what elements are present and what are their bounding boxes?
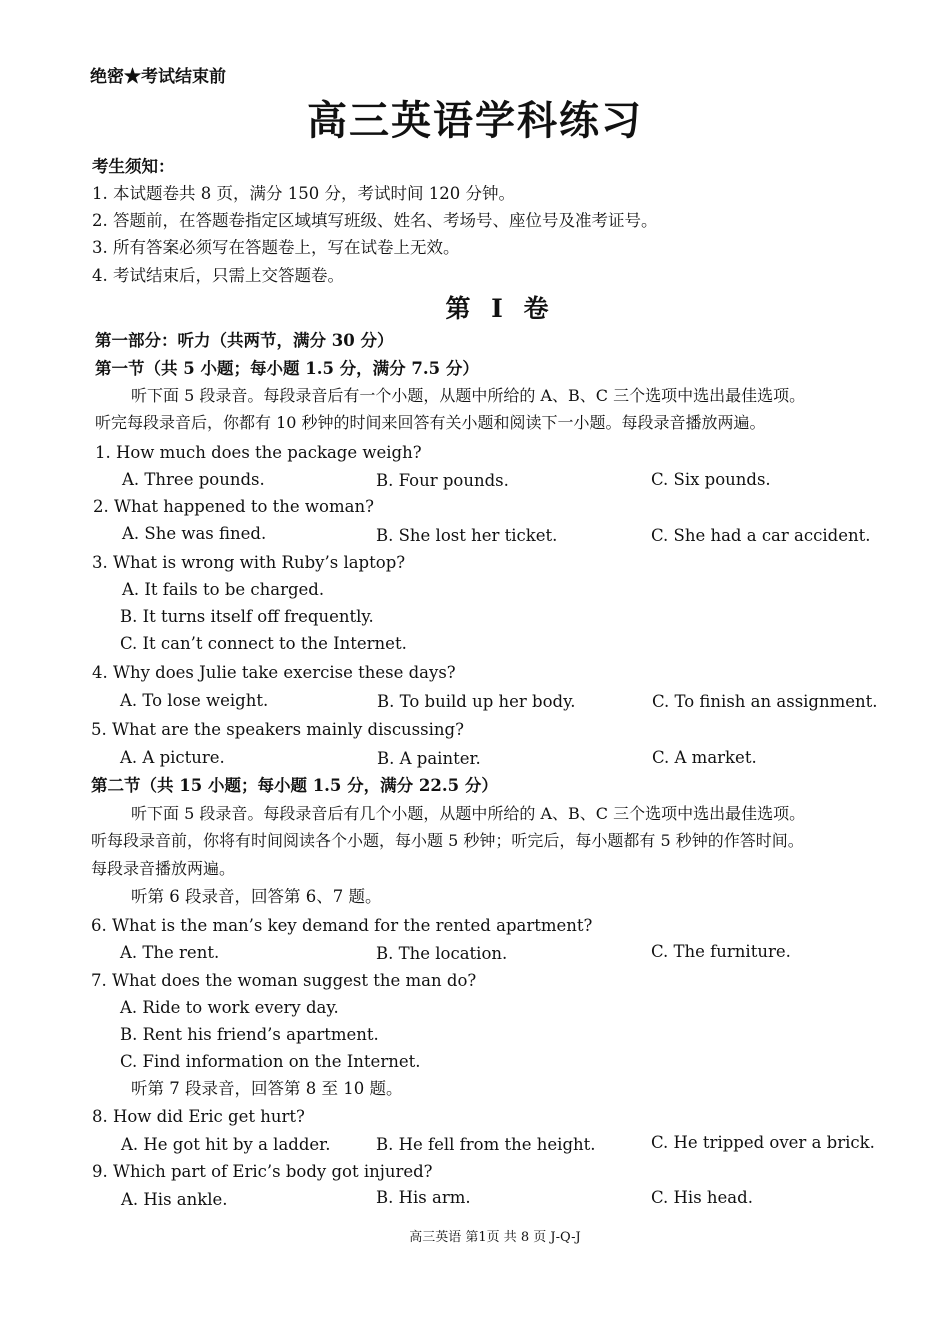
question-stem: 2. What happened to the woman? [93,497,374,516]
section1-instruction: 听完每段录音后，你都有 10 秒钟的时间来回答有关小题和阅读下一小题。每段录音播放两遍。 [95,413,766,432]
confidential-label: 绝密★考试结束前 [90,67,226,87]
notice-item: 4. 考试结束后，只需上交答题卷。 [92,266,344,285]
section1-instruction: 听下面 5 段录音。每段录音后有一个小题，从题中所给的 A、B、C 三个选项中选出最佳选项。 [131,386,806,405]
option-c: C. His head. [651,1188,753,1207]
option-b: B. A painter. [377,749,481,768]
option-a: A. Three pounds. [122,470,265,489]
section2-instruction: 听下面 5 段录音。每段录音后有几个小题，从题中所给的 A、B、C 三个选项中选出最佳选项。 [131,804,806,823]
option-a: A. His ankle. [121,1190,228,1209]
recording-cue: 听第 7 段录音，回答第 8 至 10 题。 [131,1079,403,1098]
option-c: C. The furniture. [651,942,791,961]
section2-instruction: 听每段录音前，你将有时间阅读各个小题，每小题 5 秒钟；听完后，每小题都有 5 秒钟的作答时间。 [91,831,804,850]
option-c: C. He tripped over a brick. [651,1133,875,1152]
recording-cue: 听第 6 段录音，回答第 6、7 题。 [131,887,382,906]
option-c: C. To finish an assignment. [652,692,878,711]
page-footer: 高三英语 第1页 共 8 页 J-Q-J [409,1230,581,1245]
question-stem: 1. How much does the package weigh? [95,443,422,462]
question-stem: 7. What does the woman suggest the man do? [91,971,477,990]
option-b: B. He fell from the height. [376,1135,596,1154]
option-c: C. Find information on the Internet. [120,1052,421,1071]
option-b: B. To build up her body. [377,692,576,711]
question-stem: 5. What are the speakers mainly discussing? [91,720,464,739]
option-c: C. Six pounds. [651,470,771,489]
option-b: B. The location. [376,944,508,963]
question-stem: 3. What is wrong with Ruby’s laptop? [92,553,406,572]
option-c: C. She had a car accident. [651,526,871,545]
option-b: B. Four pounds. [376,471,509,490]
option-c: C. A market. [652,748,757,767]
option-c: C. It can’t connect to the Internet. [120,634,407,653]
part1-heading: 第一部分：听力（共两节，满分 30 分） [95,331,394,350]
notice-item: 2. 答题前，在答题卷指定区域填写班级、姓名、考场号、座位号及准考证号。 [92,211,658,230]
question-stem: 8. How did Eric get hurt? [92,1107,305,1126]
question-stem: 9. Which part of Eric’s body got injured? [92,1162,433,1181]
section2-instruction: 每段录音播放两遍。 [91,859,236,878]
option-a: A. To lose weight. [120,691,269,710]
option-a: A. She was fined. [122,524,267,543]
option-a: A. He got hit by a ladder. [121,1135,331,1154]
question-stem: 4. Why does Julie take exercise these days? [92,663,456,682]
section2-heading: 第二节（共 15 小题；每小题 1.5 分，满分 22.5 分） [91,776,498,795]
option-b: B. It turns itself off frequently. [120,607,374,626]
volume-heading: 第 I 卷 [445,294,555,323]
option-a: A. A picture. [120,748,225,767]
option-a: A. It fails to be charged. [122,580,325,599]
notice-item: 3. 所有答案必须写在答题卷上，写在试卷上无效。 [92,238,460,257]
option-b: B. His arm. [376,1188,471,1207]
notice-item: 1. 本试题卷共 8 页，满分 150 分，考试时间 120 分钟。 [92,184,515,203]
notice-heading: 考生须知： [92,157,175,176]
option-b: B. She lost her ticket. [376,526,558,545]
page-title: 高三英语学科练习 [307,97,643,144]
option-b: B. Rent his friend’s apartment. [120,1025,379,1044]
section1-heading: 第一节（共 5 小题；每小题 1.5 分，满分 7.5 分） [95,359,479,378]
option-a: A. The rent. [120,943,220,962]
option-a: A. Ride to work every day. [120,998,339,1017]
question-stem: 6. What is the man’s key demand for the rented apartment? [91,916,593,935]
